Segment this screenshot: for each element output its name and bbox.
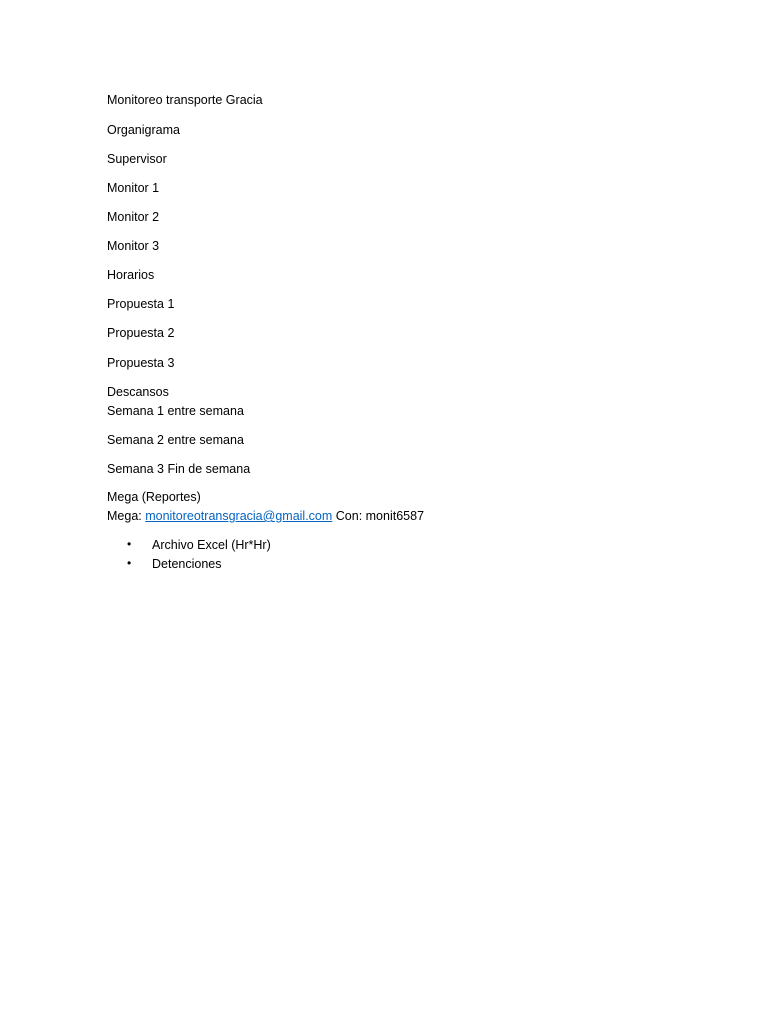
mega-label: Mega: [107, 509, 146, 523]
list-item: Detenciones [152, 557, 222, 571]
list-item: Archivo Excel (Hr*Hr) [152, 538, 271, 552]
text-supervisor: Supervisor [107, 152, 167, 166]
heading-descansos: Descansos [107, 385, 169, 399]
bullet-icon: • [127, 556, 132, 570]
text-propuesta-3: Propuesta 3 [107, 356, 175, 370]
mega-password-text: Con: monit6587 [332, 509, 425, 523]
heading-mega: Mega (Reportes) [107, 490, 201, 504]
text-semana-2: Semana 2 entre semana [107, 433, 244, 447]
document-title: Monitoreo transporte Gracia [107, 93, 263, 107]
text-monitor-1: Monitor 1 [107, 181, 160, 195]
text-semana-1: Semana 1 entre semana [107, 404, 244, 418]
text-semana-3: Semana 3 Fin de semana [107, 462, 251, 476]
text-monitor-2: Monitor 2 [107, 210, 160, 224]
text-propuesta-1: Propuesta 1 [107, 297, 175, 311]
mega-email-link[interactable]: monitoreotransgracia@gmail.com [145, 509, 333, 523]
bullet-icon: • [127, 537, 132, 551]
heading-horarios: Horarios [107, 268, 155, 282]
text-propuesta-2: Propuesta 2 [107, 326, 175, 340]
heading-organigrama: Organigrama [107, 123, 180, 137]
mega-credentials-line [107, 508, 424, 524]
text-monitor-3: Monitor 3 [107, 239, 160, 253]
